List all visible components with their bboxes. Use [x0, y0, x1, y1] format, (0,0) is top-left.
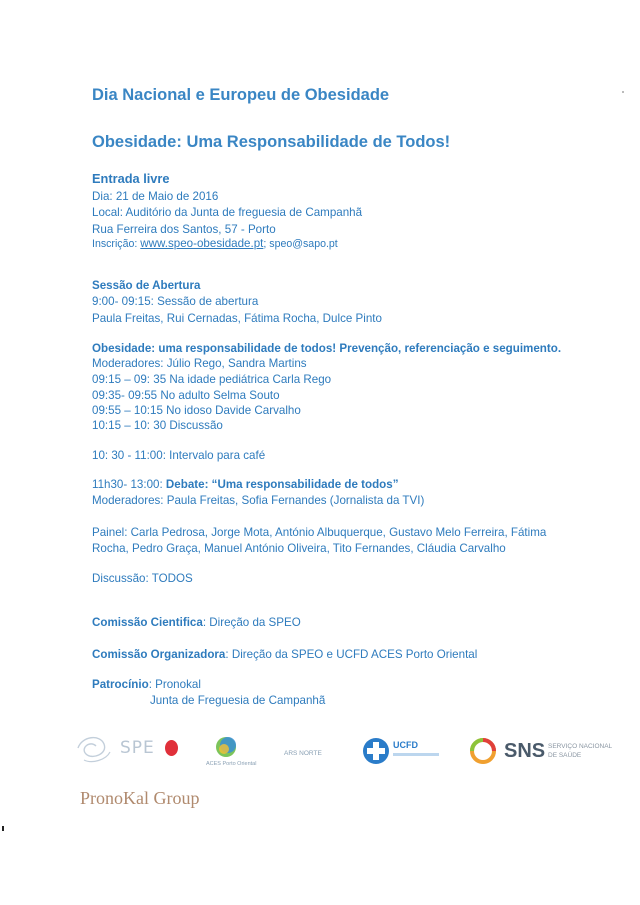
opening-heading: Sessão de Abertura	[92, 279, 201, 292]
panel-line-1: Painel: Carla Pedrosa, Jorge Mota, António Albuquerque, Gustavo Melo Ferreira, Fátima	[92, 526, 547, 539]
session-item: 09:15 – 09: 35 Na idade pediátrica Carla Rego	[92, 373, 332, 386]
signup-link[interactable]: www.speo-obesidade.pt	[140, 237, 264, 250]
session-moderators: Moderadores: Júlio Rego, Sandra Martins	[92, 357, 307, 370]
event-place: Local: Auditório da Junta de freguesia de Campanhã	[92, 206, 363, 219]
speo-swirl-icon	[74, 730, 118, 766]
pronokal-logo	[80, 788, 210, 812]
sns-subtext-1: SERVIÇO NACIONAL	[548, 743, 613, 750]
entry-heading: Entrada livre	[92, 171, 170, 186]
aces-text: ACES Porto Oriental	[206, 761, 257, 767]
debate-line	[92, 477, 399, 492]
signup-label: Inscrição:	[92, 238, 141, 250]
opening-people: Paula Freitas, Rui Cernadas, Fátima Rocha, Dulce Pinto	[92, 312, 382, 325]
speo-text: SPE	[120, 738, 155, 758]
pronokal-text: PronoKal Group	[80, 788, 200, 808]
aces-circle-icon	[204, 734, 264, 760]
opening-time: 9:00- 09:15: Sessão de abertura	[92, 295, 259, 308]
aces-logo	[204, 734, 264, 770]
page-title: Dia Nacional e Europeu de Obesidade	[92, 86, 390, 104]
speo-logo	[74, 730, 194, 766]
organizing-label: Comissão Organizadora	[92, 648, 226, 661]
discussion-line: Discussão: TODOS	[92, 572, 193, 585]
sns-logo	[470, 738, 613, 768]
page-subtitle: Obesidade: Uma Responsabilidade de Todos!	[92, 133, 451, 151]
ucfd-underline	[393, 753, 439, 756]
scientific-value: : Direção da SPEO	[202, 616, 301, 629]
sponsors-value-1: : Pronokal	[148, 678, 201, 691]
scan-dot	[622, 91, 624, 93]
sns-flower-icon	[470, 738, 496, 764]
debate-title: Debate: “Uma responsabilidade de todos”	[165, 478, 399, 491]
ucfd-text: UCFD	[393, 740, 418, 750]
sns-text: SNS	[504, 740, 546, 762]
sns-subtext-2: DE SAÚDE	[548, 752, 582, 759]
panel-line-2: Rocha, Pedro Graça, Manuel António Oliveira, Tito Fernandes, Cláudia Carvalho	[92, 542, 506, 555]
session-heading: Obesidade: uma responsabilidade de todos! Prevenção, referenciação e seguimento.	[92, 342, 562, 355]
scientific-label: Comissão Cientifica	[92, 616, 203, 629]
signup-email: ; speo@sapo.pt	[263, 238, 338, 250]
ucfd-cross-icon	[362, 737, 390, 765]
speo-red-dot-icon	[165, 740, 178, 756]
sponsors-label: Patrocínio	[92, 678, 149, 691]
scientific-commission	[92, 615, 301, 630]
signup-line	[92, 236, 338, 252]
sponsors-value-2: Junta de Freguesia de Campanhã	[150, 694, 326, 707]
ucfd-logo	[362, 737, 452, 767]
session-item: 10:15 – 10: 30 Discussão	[92, 419, 223, 432]
session-item: 09:35- 09:55 No adulto Selma Souto	[92, 389, 280, 402]
ars-norte-text: ARS NORTE	[284, 750, 322, 757]
session-item: 09:55 – 10:15 No idoso Davide Carvalho	[92, 404, 301, 417]
organizing-value: : Direção da SPEO e UCFD ACES Porto Oriental	[225, 648, 478, 661]
scan-mark	[2, 826, 4, 831]
ars-norte-logo	[280, 746, 350, 762]
debate-time: 11h30- 13:00:	[92, 478, 166, 491]
event-date: Dia: 21 de Maio de 2016	[92, 190, 219, 203]
organizing-commission	[92, 647, 477, 662]
debate-moderators: Moderadores: Paula Freitas, Sofia Fernandes (Jornalista da TVI)	[92, 494, 425, 507]
event-address: Rua Ferreira dos Santos, 57 - Porto	[92, 223, 276, 236]
coffee-break: 10: 30 - 11:00: Intervalo para café	[92, 449, 266, 462]
sponsors-line	[92, 677, 201, 692]
